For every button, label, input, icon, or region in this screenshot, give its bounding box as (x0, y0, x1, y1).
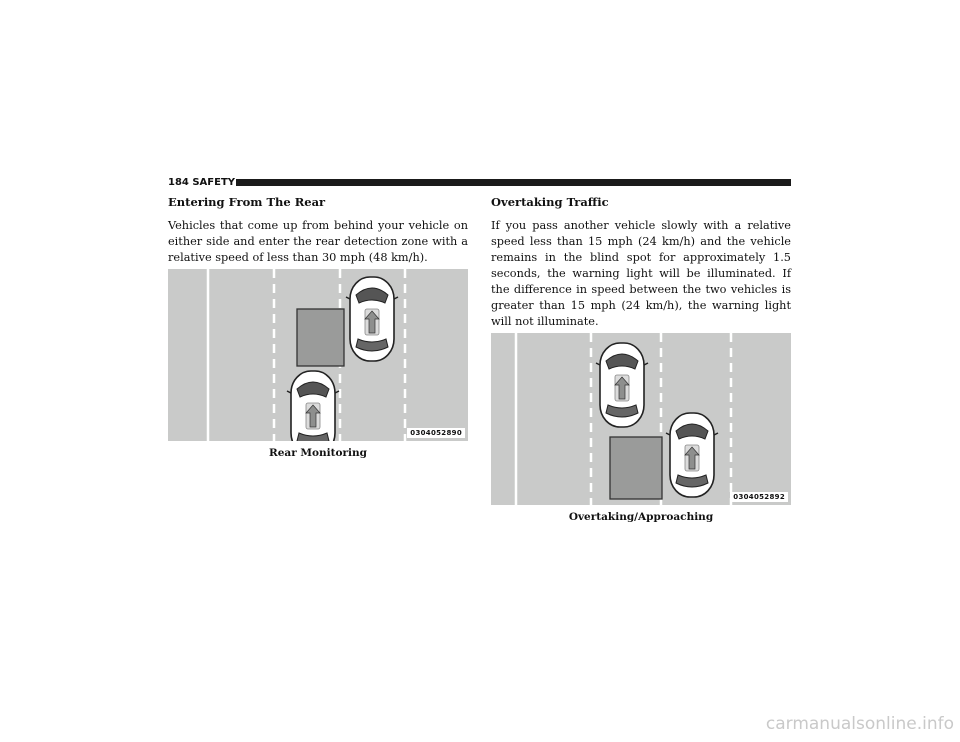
car-icon (666, 413, 718, 497)
figure-caption: Rear Monitoring (269, 447, 367, 459)
car-icon (596, 343, 648, 427)
section-heading-rear: Entering From The Rear (168, 195, 326, 209)
rear-monitoring-figure (168, 269, 468, 441)
figure-id: 0304052890 (407, 428, 465, 438)
page-number-label: 184 SAFETY (168, 177, 236, 188)
figure-caption: Overtaking/Approaching (568, 511, 714, 523)
section-heading-overtaking: Overtaking Traffic (491, 195, 609, 209)
car-icon (287, 371, 339, 441)
car-icon (346, 277, 398, 361)
left-column (168, 194, 468, 460)
overtaking-figure (491, 333, 791, 505)
watermark: carmanualsonline.info (765, 714, 954, 734)
detection-zone (297, 309, 344, 366)
detection-zone (610, 437, 662, 499)
figure-id: 0304052892 (730, 492, 788, 502)
body-rear: Vehicles that come up from behind your vehicle on either side and enter the rear detection zone with a relative speed of less than 30 mph (48 km/h). (168, 219, 468, 264)
body-overtaking: If you pass another vehicle slowly with a relative speed less than 15 mph (24 km/h) and the vehicle remains in the blind spot for approximately 1.5 seconds, the warning light will be illuminated. If the difference in speed between the two vehicles is greater than 15 mph (24 km/h), the warning light will not illuminate. (491, 219, 791, 328)
header-rule (236, 179, 791, 186)
page-header (168, 176, 791, 190)
right-column (491, 194, 791, 524)
